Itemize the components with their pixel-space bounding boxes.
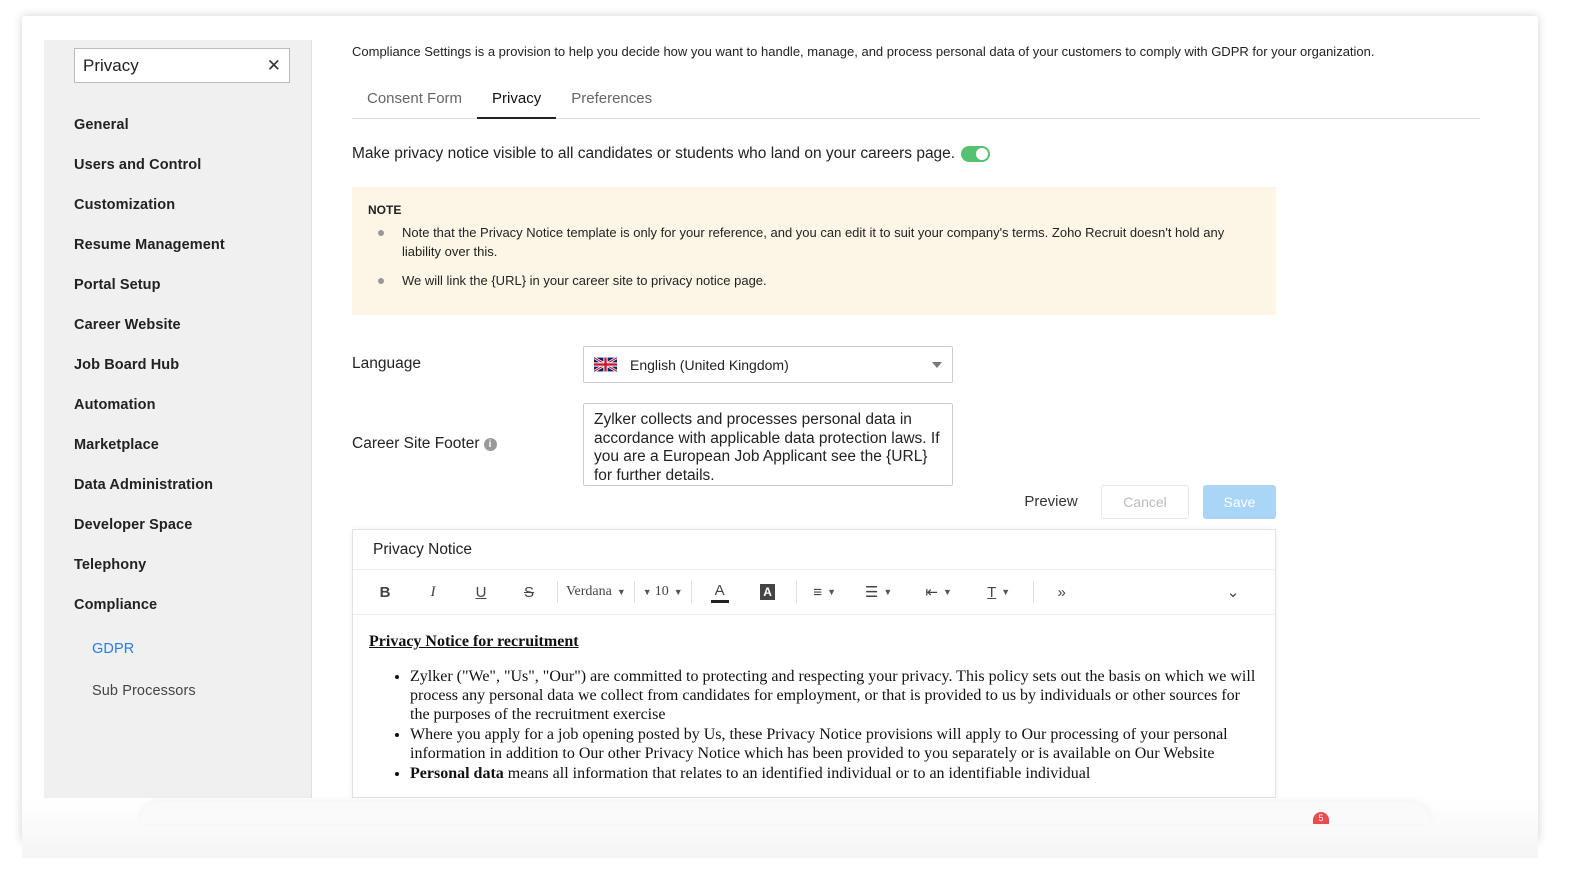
privacy-visibility-row — [352, 145, 990, 163]
toolbar-divider — [557, 581, 558, 603]
cancel-button[interactable]: Cancel — [1101, 485, 1189, 519]
font-size-value: 10 — [654, 584, 669, 599]
language-value: English (United Kingdom) — [630, 356, 789, 373]
note-box — [352, 187, 1276, 315]
sidebar-item-users-and-control[interactable]: Users and Control — [74, 157, 202, 173]
sidebar-item-customization[interactable]: Customization — [74, 197, 176, 213]
chevron-down-icon: ▼ — [673, 587, 683, 597]
notice-bullet-text: Where you apply for a job opening posted by Us, these Privacy Notice provisions will apply to Our processing of your personal information in addition to Our other Privacy Notice which has been provided to you separately or is available on Our Website — [410, 726, 1228, 762]
save-button[interactable]: Save — [1203, 485, 1276, 519]
chevron-down-icon: ▼ — [1001, 587, 1011, 597]
sidebar-item-portal-setup[interactable]: Portal Setup — [74, 277, 161, 293]
clear-format-icon[interactable]: T̲ ▼ — [987, 583, 1011, 601]
editor-content[interactable] — [353, 615, 1275, 798]
uk-flag-icon — [594, 357, 617, 372]
chevron-down-icon — [932, 362, 942, 368]
font-family-select[interactable] — [562, 577, 630, 607]
chevron-down-icon: ▼ — [827, 587, 836, 597]
chevron-down-icon: ▼ — [642, 587, 652, 597]
bullet-list-icon[interactable]: ☰ ▼ — [864, 584, 893, 601]
notification-badge[interactable]: 5 — [1313, 812, 1329, 824]
sidebar-nav — [74, 112, 304, 716]
toolbar-divider — [691, 581, 692, 603]
font-size-select[interactable] — [639, 577, 687, 607]
notice-bullet-text: means all information that relates to an identified individual or to an identifiable individual — [503, 765, 1091, 782]
privacy-notice-editor — [352, 529, 1276, 798]
italic-icon[interactable]: I — [430, 583, 436, 600]
note-item: We will link the {URL} in your career site to privacy notice page. — [368, 271, 1248, 290]
underline-icon[interactable]: U — [475, 583, 487, 601]
notice-bullet — [410, 764, 1259, 783]
sidebar-item-general[interactable]: General — [74, 117, 129, 133]
sidebar-item-data-administration[interactable]: Data Administration — [74, 477, 214, 493]
chevron-down-icon: ▼ — [616, 587, 626, 597]
tab-consent-form[interactable]: Consent Form — [367, 90, 463, 107]
text-color-icon[interactable]: A — [696, 577, 744, 607]
indent-icon[interactable]: ⇤ ▼ — [925, 584, 952, 601]
sidebar-item-automation[interactable]: Automation — [74, 397, 156, 413]
search-input[interactable] — [83, 56, 253, 76]
sidebar-item-resume-management[interactable]: Resume Management — [74, 237, 225, 253]
sidebar-item-marketplace[interactable]: Marketplace — [74, 437, 159, 453]
sidebar-item-job-board-hub[interactable]: Job Board Hub — [74, 357, 180, 373]
toolbar-divider — [1033, 581, 1034, 603]
notice-bullet — [410, 725, 1259, 763]
clear-search-icon[interactable]: ✕ — [266, 56, 281, 75]
notice-bullet-text: Zylker ("We", "Us", "Our") are committed to protecting and respecting your privacy. This policy sets out the basis on which we will process any personal data we collect from candidates for employment, or that is provided to us by individuals or other sources for the purposes of the recruitment exercise — [410, 668, 1256, 723]
notice-bullet — [410, 667, 1259, 724]
strikethrough-icon[interactable]: S — [523, 583, 534, 601]
note-item: Note that the Privacy Notice template is only for your reference, and you can edit it to suit your company's terms. Zoho Recruit doesn't hold any liability over this. — [368, 223, 1248, 261]
privacy-visibility-toggle[interactable] — [961, 146, 990, 162]
preview-button[interactable]: Preview — [1012, 485, 1090, 518]
toolbar-divider — [634, 581, 635, 603]
editor-toolbar — [353, 570, 1275, 615]
privacy-visibility-label: Make privacy notice visible to all candidates or students who land on your careers page. — [352, 145, 956, 162]
align-icon[interactable]: ≡ ▼ — [813, 583, 836, 601]
tab-preferences[interactable]: Preferences — [571, 90, 653, 107]
career-site-footer-label — [352, 435, 497, 453]
note-title: NOTE — [368, 203, 402, 217]
sidebar-subitem-sub-processors[interactable]: Sub Processors — [92, 683, 196, 699]
career-site-footer-label-text: Career Site Footer — [352, 435, 480, 452]
career-site-footer-textarea[interactable]: Zylker collects and processes personal data in accordance with applicable data protection laws. If you are a European Job Applicant see the {URL} for further details. — [583, 403, 953, 486]
bold-icon[interactable]: B — [379, 583, 391, 601]
highlight-color-icon[interactable]: A — [744, 577, 792, 607]
language-select[interactable] — [583, 346, 953, 383]
sidebar-item-compliance[interactable]: Compliance — [74, 597, 158, 613]
settings-search — [74, 48, 290, 83]
intro-text: Compliance Settings is a provision to help you decide how you want to handle, manage, and process personal data of your customers to comply with GDPR for your organization. — [352, 44, 1375, 59]
editor-title: Privacy Notice — [353, 530, 1275, 570]
main-content — [352, 40, 1482, 798]
settings-sidebar — [44, 40, 312, 798]
tab-privacy[interactable]: Privacy — [477, 80, 556, 119]
chevron-down-icon: ▼ — [883, 587, 893, 597]
collapse-toolbar-icon[interactable]: ⌄ — [1226, 584, 1240, 601]
chevron-down-icon: ▼ — [942, 587, 952, 597]
notice-heading: Privacy Notice for recruitment — [369, 633, 579, 650]
notice-bullet-bold: Personal data — [410, 765, 504, 782]
compliance-tabs — [352, 80, 1480, 119]
toolbar-divider — [796, 581, 797, 603]
sidebar-item-career-website[interactable]: Career Website — [74, 317, 181, 333]
sidebar-item-telephony[interactable]: Telephony — [74, 557, 147, 573]
bottom-bar — [140, 802, 1430, 824]
font-family-value: Verdana — [566, 584, 612, 599]
info-icon[interactable]: i — [484, 438, 497, 451]
more-options-icon[interactable]: » — [1057, 583, 1066, 601]
sidebar-item-developer-space[interactable]: Developer Space — [74, 517, 193, 533]
sidebar-subitem-gdpr[interactable]: GDPR — [92, 641, 135, 657]
language-label: Language — [352, 355, 421, 372]
